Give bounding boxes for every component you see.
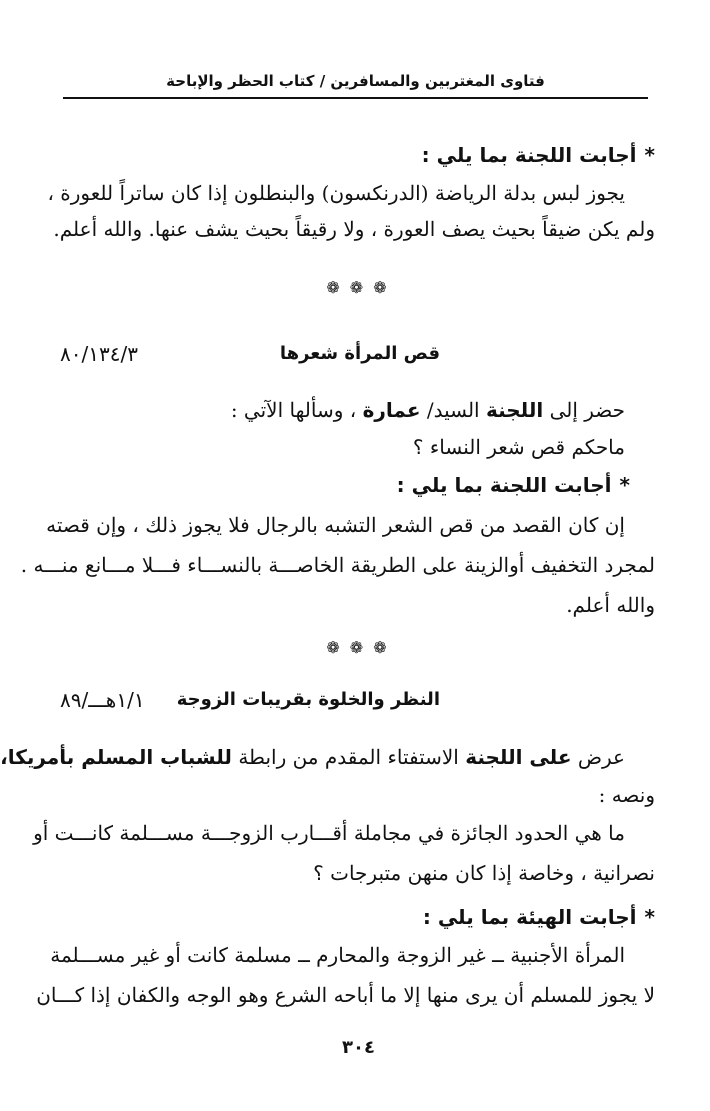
star-bullet: * [644,905,655,929]
fatwa-intro: عرض على اللجنة الاستفتاء المقدم من رابطة للشباب المسلم بأمريكا، [0,745,625,769]
paragraph-line: ما هي الحدود الجائزة في مجاملة أقـــارب الزوجـــة مســـلمة كانـــت أو [33,821,625,845]
flower-ornament-icon: ❁ [373,278,391,297]
flower-ornament-icon: ❁ [349,638,368,657]
answer-heading-3: *أجابت الهيئة بما يلي : [422,905,655,929]
paragraph-line: لمجرد التخفيف أوالزينة على الطريقة الخاصـــة بالنســـاء فـــلا مـــانع منـــه . [20,553,655,577]
fatwa-intro: حضر إلى اللجنة السيد/ عمارة ، وسألها الآتي : [230,398,625,422]
fatwa-number: ١/١هـــ/٨٩ [60,688,145,712]
paragraph-line: يجوز لبس بدلة الرياضة (الدرنكسون) والبنطلون إذا كان ساتراً للعورة ، [47,181,625,205]
fatwa-title: قص المرأة شعرها [279,343,440,364]
paragraph-line: نصرانية ، وخاصة إذا كان منهن متبرجات ؟ [313,861,655,885]
flower-ornament-icon: ❁ [349,278,368,297]
paragraph-line: إن كان القصد من قص الشعر التشبه بالرجال فلا يجوز ذلك ، وإن قصته [46,513,625,537]
paragraph-line: لا يجوز للمسلم أن يرى منها إلا ما أباحه الشرع وهو الوجه والكفان إذا كـــان [36,983,655,1007]
paragraph-line: ولم يكن ضيقاً بحيث يصف العورة ، ولا رقيقاً بحيث يشف عنها. والله أعلم. [53,217,655,241]
answer-heading-2: *أجابت اللجنة بما يلي : [396,473,630,497]
section-separator [7,638,710,657]
fatwa-heading [60,684,655,716]
fatwa-title: النظر والخلوة بقريبات الزوجة [176,689,440,710]
flower-ornament-icon: ❁ [326,638,344,657]
running-header: فتاوى المغتربين والمسافرين / كتاب الحظر والإباحة [166,72,545,90]
section-separator [7,278,710,297]
fatwa-intro-label: ونصه : [598,783,655,807]
answer-heading-1: *أجابت اللجنة بما يلي : [421,143,655,167]
flower-ornament-icon: ❁ [373,638,391,657]
fatwa-number: ٨٠/١٣٤/٣ [60,342,138,366]
page-number: ٣٠٤ [342,1037,375,1058]
star-bullet: * [644,143,655,167]
paragraph-line: المرأة الأجنبية ــ غير الزوجة والمحارم ــ مسلمة كانت أو غير مســـلمة [50,943,625,967]
flower-ornament-icon: ❁ [326,278,344,297]
star-bullet: * [619,473,630,497]
header-rule [63,97,648,99]
paragraph-line: والله أعلم. [566,593,655,617]
fatwa-question: ماحكم قص شعر النساء ؟ [412,435,625,459]
fatwa-heading [60,338,655,370]
